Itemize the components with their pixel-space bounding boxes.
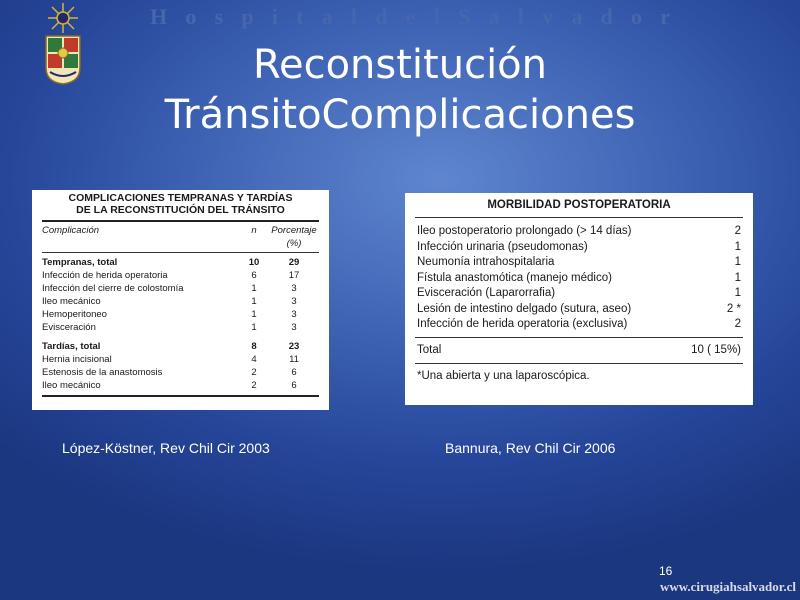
table-row — [32, 321, 329, 334]
complications-table-title-line2: DE LA RECONSTITUCIÓN DEL TRÁNSITO — [76, 204, 285, 216]
column-header-porcentaje: Porcentaje (%) — [271, 225, 317, 249]
cell-count: 1 — [734, 271, 741, 284]
cell-percent: 3 — [291, 309, 297, 320]
complications-table-header — [32, 222, 329, 252]
morbidity-table-title: MORBILIDAD POSTOPERATORIA — [487, 199, 671, 211]
complications-table-title — [32, 190, 329, 216]
cell-n: 2 — [251, 367, 257, 378]
table-row — [32, 340, 329, 353]
cell-count: 1 — [734, 256, 741, 268]
table-row — [32, 366, 329, 379]
cell-count: 1 — [734, 287, 741, 299]
hospital-crest-icon — [44, 34, 82, 86]
cell-complication: Ileo mecánico — [42, 296, 101, 307]
website-footer: www.cirugiahsalvador.cl — [659, 579, 796, 594]
header-letter: v — [542, 4, 554, 29]
column-header-n: n — [251, 225, 257, 236]
cell-n: 1 — [251, 296, 257, 307]
cell-complication: Infección de herida operatoria (exclusiva) — [417, 318, 628, 330]
table-row — [405, 302, 753, 318]
table-row — [405, 240, 753, 256]
cell-complication: Hemoperitoneo — [42, 309, 107, 320]
cell-count: 2 — [734, 225, 741, 237]
star-logo-icon — [44, 2, 82, 34]
cell-complication: Ileo postoperatorio prolongado (> 14 días) — [417, 225, 632, 237]
header-letter: S — [458, 4, 471, 29]
cell-percent: 17 — [288, 270, 300, 281]
header-letter: l — [350, 4, 358, 29]
header-letter: o — [631, 4, 642, 29]
cell-complication: Infección de herida operatoria — [42, 270, 168, 281]
header-letter: a — [321, 4, 333, 29]
cell-n: 1 — [251, 309, 257, 320]
cell-percent: 6 — [291, 367, 297, 378]
complications-table-title-line1: COMPLICACIONES TEMPRANAS Y TARDÍAS — [68, 192, 293, 204]
cell-n: 4 — [251, 354, 257, 365]
cell-count: 1 — [734, 240, 741, 253]
cell-complication: Estenosis de la anastomosis — [42, 367, 163, 378]
cell-complication: Neumonía intrahospitalaria — [417, 256, 555, 268]
table-footnote: *Una abierta y una laparoscópica. — [417, 370, 590, 382]
slide-title-line2: TránsitoComplicaciones — [164, 92, 636, 138]
cell-complication: Evisceración (Laparorrafia) — [417, 287, 556, 299]
table-row — [32, 269, 329, 282]
cell-complication: Tardías, total — [42, 341, 101, 352]
cell-complication: Infección urinaria (pseudomonas) — [417, 240, 588, 253]
table-row — [32, 308, 329, 321]
header-letter: e — [405, 4, 416, 29]
header-letter: d — [600, 4, 613, 29]
table-row — [405, 255, 753, 271]
header-letter: i — [271, 4, 278, 29]
cell-percent: 29 — [288, 257, 300, 268]
cell-complication: Infección del cierre de colostomía — [42, 283, 184, 294]
cell-complication: Tempranas, total — [42, 257, 118, 268]
citation-left: López-Köstner, Rev Chil Cir 2003 — [62, 440, 270, 456]
table-row — [405, 317, 753, 333]
header-letter: a — [571, 4, 583, 29]
table-row — [32, 295, 329, 308]
cell-complication: Evisceración — [42, 322, 96, 333]
cell-percent: 23 — [288, 341, 300, 352]
cell-count: 2 — [734, 318, 741, 330]
cell-n: 6 — [251, 270, 257, 281]
table-row — [405, 224, 753, 240]
cell-complication: Lesión de intestino delgado (sutura, aseo) — [417, 302, 632, 315]
cell-count: 2 * — [726, 302, 741, 315]
table-row — [405, 286, 753, 302]
table-row — [405, 271, 753, 287]
cell-n: 10 — [248, 257, 260, 268]
table-rule — [42, 252, 319, 253]
header-letter: o — [185, 4, 197, 29]
header-letter: l — [433, 4, 440, 29]
cell-percent: 3 — [291, 283, 297, 294]
cell-percent: 3 — [291, 296, 297, 307]
cell-percent: 6 — [291, 380, 297, 391]
slide-title-line1: Reconstitución — [252, 42, 548, 88]
cell-percent: 3 — [291, 322, 297, 333]
table-rule — [42, 395, 319, 397]
header-letter: H — [150, 4, 168, 29]
morbidity-table — [405, 193, 753, 405]
header-letter: t — [296, 4, 304, 29]
table-row — [32, 256, 329, 269]
header-letter: a — [488, 4, 500, 29]
table-rule — [415, 217, 743, 218]
total-label: Total — [417, 343, 442, 356]
slide-title — [150, 40, 650, 140]
complications-table — [32, 190, 329, 410]
page-number: 16 — [659, 564, 673, 578]
total-value: 10 ( 15%) — [691, 343, 741, 356]
cell-complication: Ileo mecánico — [42, 380, 101, 391]
cell-n: 1 — [251, 283, 257, 294]
cell-n: 8 — [251, 341, 257, 352]
table-row — [32, 379, 329, 392]
header-letter: s — [214, 4, 224, 29]
cell-n: 1 — [251, 322, 257, 333]
table-total-row — [405, 338, 753, 364]
citation-right: Bannura, Rev Chil Cir 2006 — [445, 440, 616, 456]
cell-percent: 11 — [289, 354, 299, 365]
column-header-complicacion: Complicación — [42, 225, 100, 236]
header-letter: p — [241, 4, 254, 29]
cell-n: 2 — [251, 380, 257, 391]
header-letter: r — [660, 4, 670, 29]
header-letter: l — [517, 4, 524, 29]
table-row — [32, 353, 329, 366]
cell-complication: Fístula anastomótica (manejo médico) — [417, 271, 612, 284]
cell-complication: Hernia incisional — [42, 354, 112, 365]
header-letter: d — [375, 4, 388, 29]
hospital-name-header — [150, 4, 670, 30]
table-row — [32, 282, 329, 295]
